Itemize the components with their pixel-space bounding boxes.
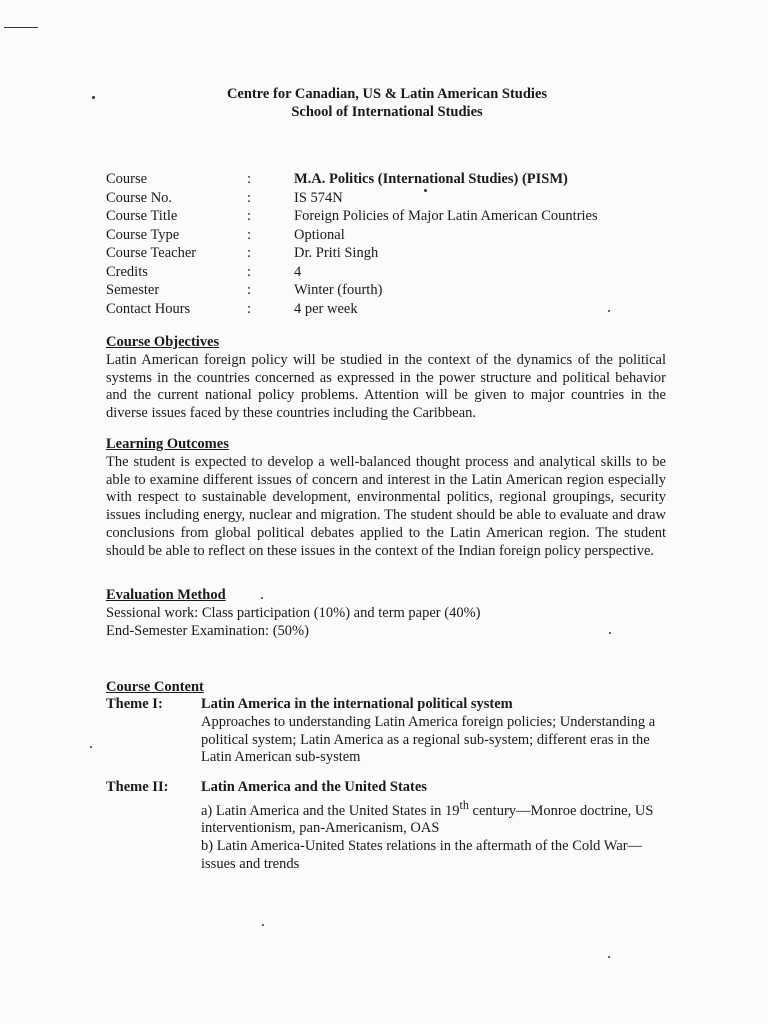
info-label: Course — [106, 171, 148, 187]
section-paragraph: Latin American foreign policy will be studied in the context of the dynamics of the political systems in the countries concerned as expressed in the power structure and political behavior and the current national policy problems. Attention will be given to major countries in the diverse issues faced by these countries including the Caribbean. — [106, 351, 666, 422]
info-colon: : — [247, 171, 252, 187]
section-title: Course Objectives — [106, 334, 220, 350]
info-colon: : — [247, 226, 252, 243]
info-value: 4 — [294, 263, 302, 280]
scan-speck — [261, 597, 263, 599]
section-objectives — [106, 334, 666, 423]
theme-item-b: b) Latin America-United States relations in the aftermath of the Cold War—issues and trends — [201, 838, 643, 873]
section-title: Evaluation Method — [106, 587, 226, 603]
evaluation-end-semester: End-Semester Examination: (50%) — [106, 622, 309, 639]
section-content — [106, 679, 666, 697]
info-colon: : — [247, 282, 252, 298]
centre-name: Centre for Canadian, US & Latin American Studies — [226, 86, 548, 102]
scan-speck — [608, 310, 610, 312]
info-colon: : — [247, 263, 252, 280]
info-label: Course Type — [106, 226, 180, 243]
info-label: Course No. — [106, 189, 173, 206]
info-colon: : — [247, 208, 252, 224]
theme-label: Theme II: — [106, 779, 169, 795]
info-value: Dr. Priti Singh — [294, 245, 379, 261]
info-value: Foreign Policies of Major Latin American Countries — [294, 208, 598, 224]
theme-item-a — [201, 797, 666, 838]
info-value: Winter (fourth) — [294, 282, 383, 298]
info-label: Credits — [106, 263, 148, 280]
theme-item-a-sup: th — [459, 797, 469, 812]
scan-speck — [90, 746, 92, 748]
scan-mark — [4, 27, 38, 28]
section-title: Learning Outcomes — [106, 436, 229, 452]
theme-label: Theme I: — [106, 696, 163, 712]
theme-item-a-prefix: a) Latin America and the United States in 19 — [201, 802, 460, 819]
info-colon: : — [247, 245, 252, 261]
scan-speck — [608, 956, 610, 958]
theme-body — [201, 696, 666, 767]
section-evaluation — [106, 587, 666, 640]
school-name: School of International Studies — [291, 104, 483, 120]
info-label: Course Teacher — [106, 245, 197, 261]
scan-speck — [609, 632, 611, 634]
scan-speck — [424, 189, 427, 192]
scan-speck — [262, 924, 264, 926]
theme-item-a-suffix: century—Monroe doctrine, US interventionism, pan-Americanism, OAS — [201, 802, 654, 837]
theme-title: Latin America and the United States — [201, 779, 427, 795]
section-outcomes — [106, 436, 666, 561]
theme-text: Approaches to understanding Latin America foreign policies; Understanding a political system; Latin America as a regional sub-system; different eras in the Latin American sub-system — [201, 713, 656, 766]
theme-body — [201, 779, 666, 874]
section-title: Course Content — [106, 679, 204, 695]
info-label: Semester — [106, 282, 160, 298]
info-label: Course Title — [106, 208, 178, 224]
info-colon: : — [247, 189, 252, 206]
info-value: IS 574N — [294, 189, 343, 206]
section-paragraph: The student is expected to develop a well-balanced thought process and analytical skills to be able to examine different issues of concern and interest in the Latin American region especially with respect to sustainable development, environmental politics, regional groupings, security issues including energy, nuclear and migration. The student should be able to evaluate and draw conclusions from global political debates applied to the Latin American region. The student should be able to reflect on these issues in the context of the Indian foreign policy perspective. — [106, 453, 666, 559]
info-value: Optional — [294, 226, 345, 243]
document-header — [0, 85, 768, 121]
info-value: 4 per week — [294, 300, 358, 317]
info-value: M.A. Politics (International Studies) (PISM) — [294, 171, 568, 187]
scan-speck — [92, 96, 95, 99]
theme-title: Latin America in the international political system — [201, 696, 513, 712]
info-label: Contact Hours — [106, 300, 191, 317]
evaluation-sessional: Sessional work: Class participation (10%) and term paper (40%) — [106, 604, 481, 621]
info-colon: : — [247, 300, 252, 317]
